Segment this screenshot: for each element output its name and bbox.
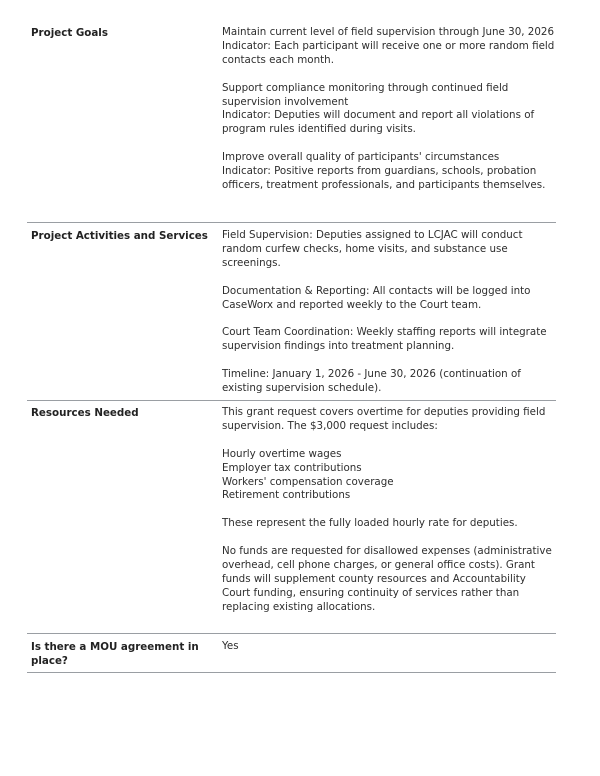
goal-3: [222, 151, 556, 193]
project-goals-content: [222, 26, 556, 222]
goal-1-text: Maintain current level of field supervision through June 30, 2026 Indicator: Each participant will receive one or more random field contacts each month.: [222, 26, 555, 66]
list-item: Workers' compensation coverage: [222, 475, 394, 488]
resources-list: [222, 448, 556, 504]
activity-documentation: Documentation & Reporting: All contacts will be logged into CaseWorx and reported weekly to the Court team.: [222, 284, 531, 311]
list-item: Hourly overtime wages: [222, 447, 342, 460]
resources-needed-content: [222, 406, 556, 633]
resources-intro: This grant request covers overtime for deputies providing field supervision. The $3,000 request includes:: [222, 406, 546, 432]
activity-coordination: Court Team Coordination: Weekly staffing reports will integrate supervision findings into treatment planning.: [222, 326, 547, 353]
project-activities-row: [27, 223, 556, 401]
resources-needed-label: Resources Needed: [31, 407, 139, 419]
goal-2-text: Support compliance monitoring through continued field supervision involvement Indicator: Deputies will document and report all violations of program rules identified during visits.: [222, 81, 535, 136]
mou-row: [27, 634, 556, 673]
grant-form-table: [27, 22, 556, 673]
mou-label: Is there a MOU agreement in place?: [31, 641, 199, 667]
list-item: Retirement contributions: [222, 489, 351, 502]
project-goals-label: Project Goals: [31, 27, 108, 39]
goal-3-text: Improve overall quality of participants' circumstances Indicator: Positive reports from guardians, schools, probation officers, treatment professionals, and participants themselves.: [222, 151, 546, 191]
mou-answer: Yes: [222, 640, 239, 652]
project-goals-row: [27, 22, 556, 223]
list-item: Employer tax contributions: [222, 461, 362, 474]
project-activities-content: [222, 229, 556, 400]
activity-field-supervision: Field Supervision: Deputies assigned to LCJAC will conduct random curfew checks, home visits, and substance use screenings.: [222, 229, 523, 269]
goal-2: [222, 82, 556, 138]
activity-timeline: Timeline: January 1, 2026 - June 30, 2026 (continuation of existing supervision schedule).: [222, 368, 521, 394]
goal-1: [222, 26, 556, 68]
resources-needed-row: [27, 401, 556, 634]
resources-closing: No funds are requested for disallowed expenses (administrative overhead, cell phone charges, or general office costs). Grant funds will supplement county resources and Accountability Court funding, ensuring continuity of services rather than replacing existing allocations.: [222, 545, 552, 613]
resources-note: These represent the fully loaded hourly rate for deputies.: [222, 517, 518, 530]
project-activities-label: Project Activities and Services: [31, 230, 208, 242]
